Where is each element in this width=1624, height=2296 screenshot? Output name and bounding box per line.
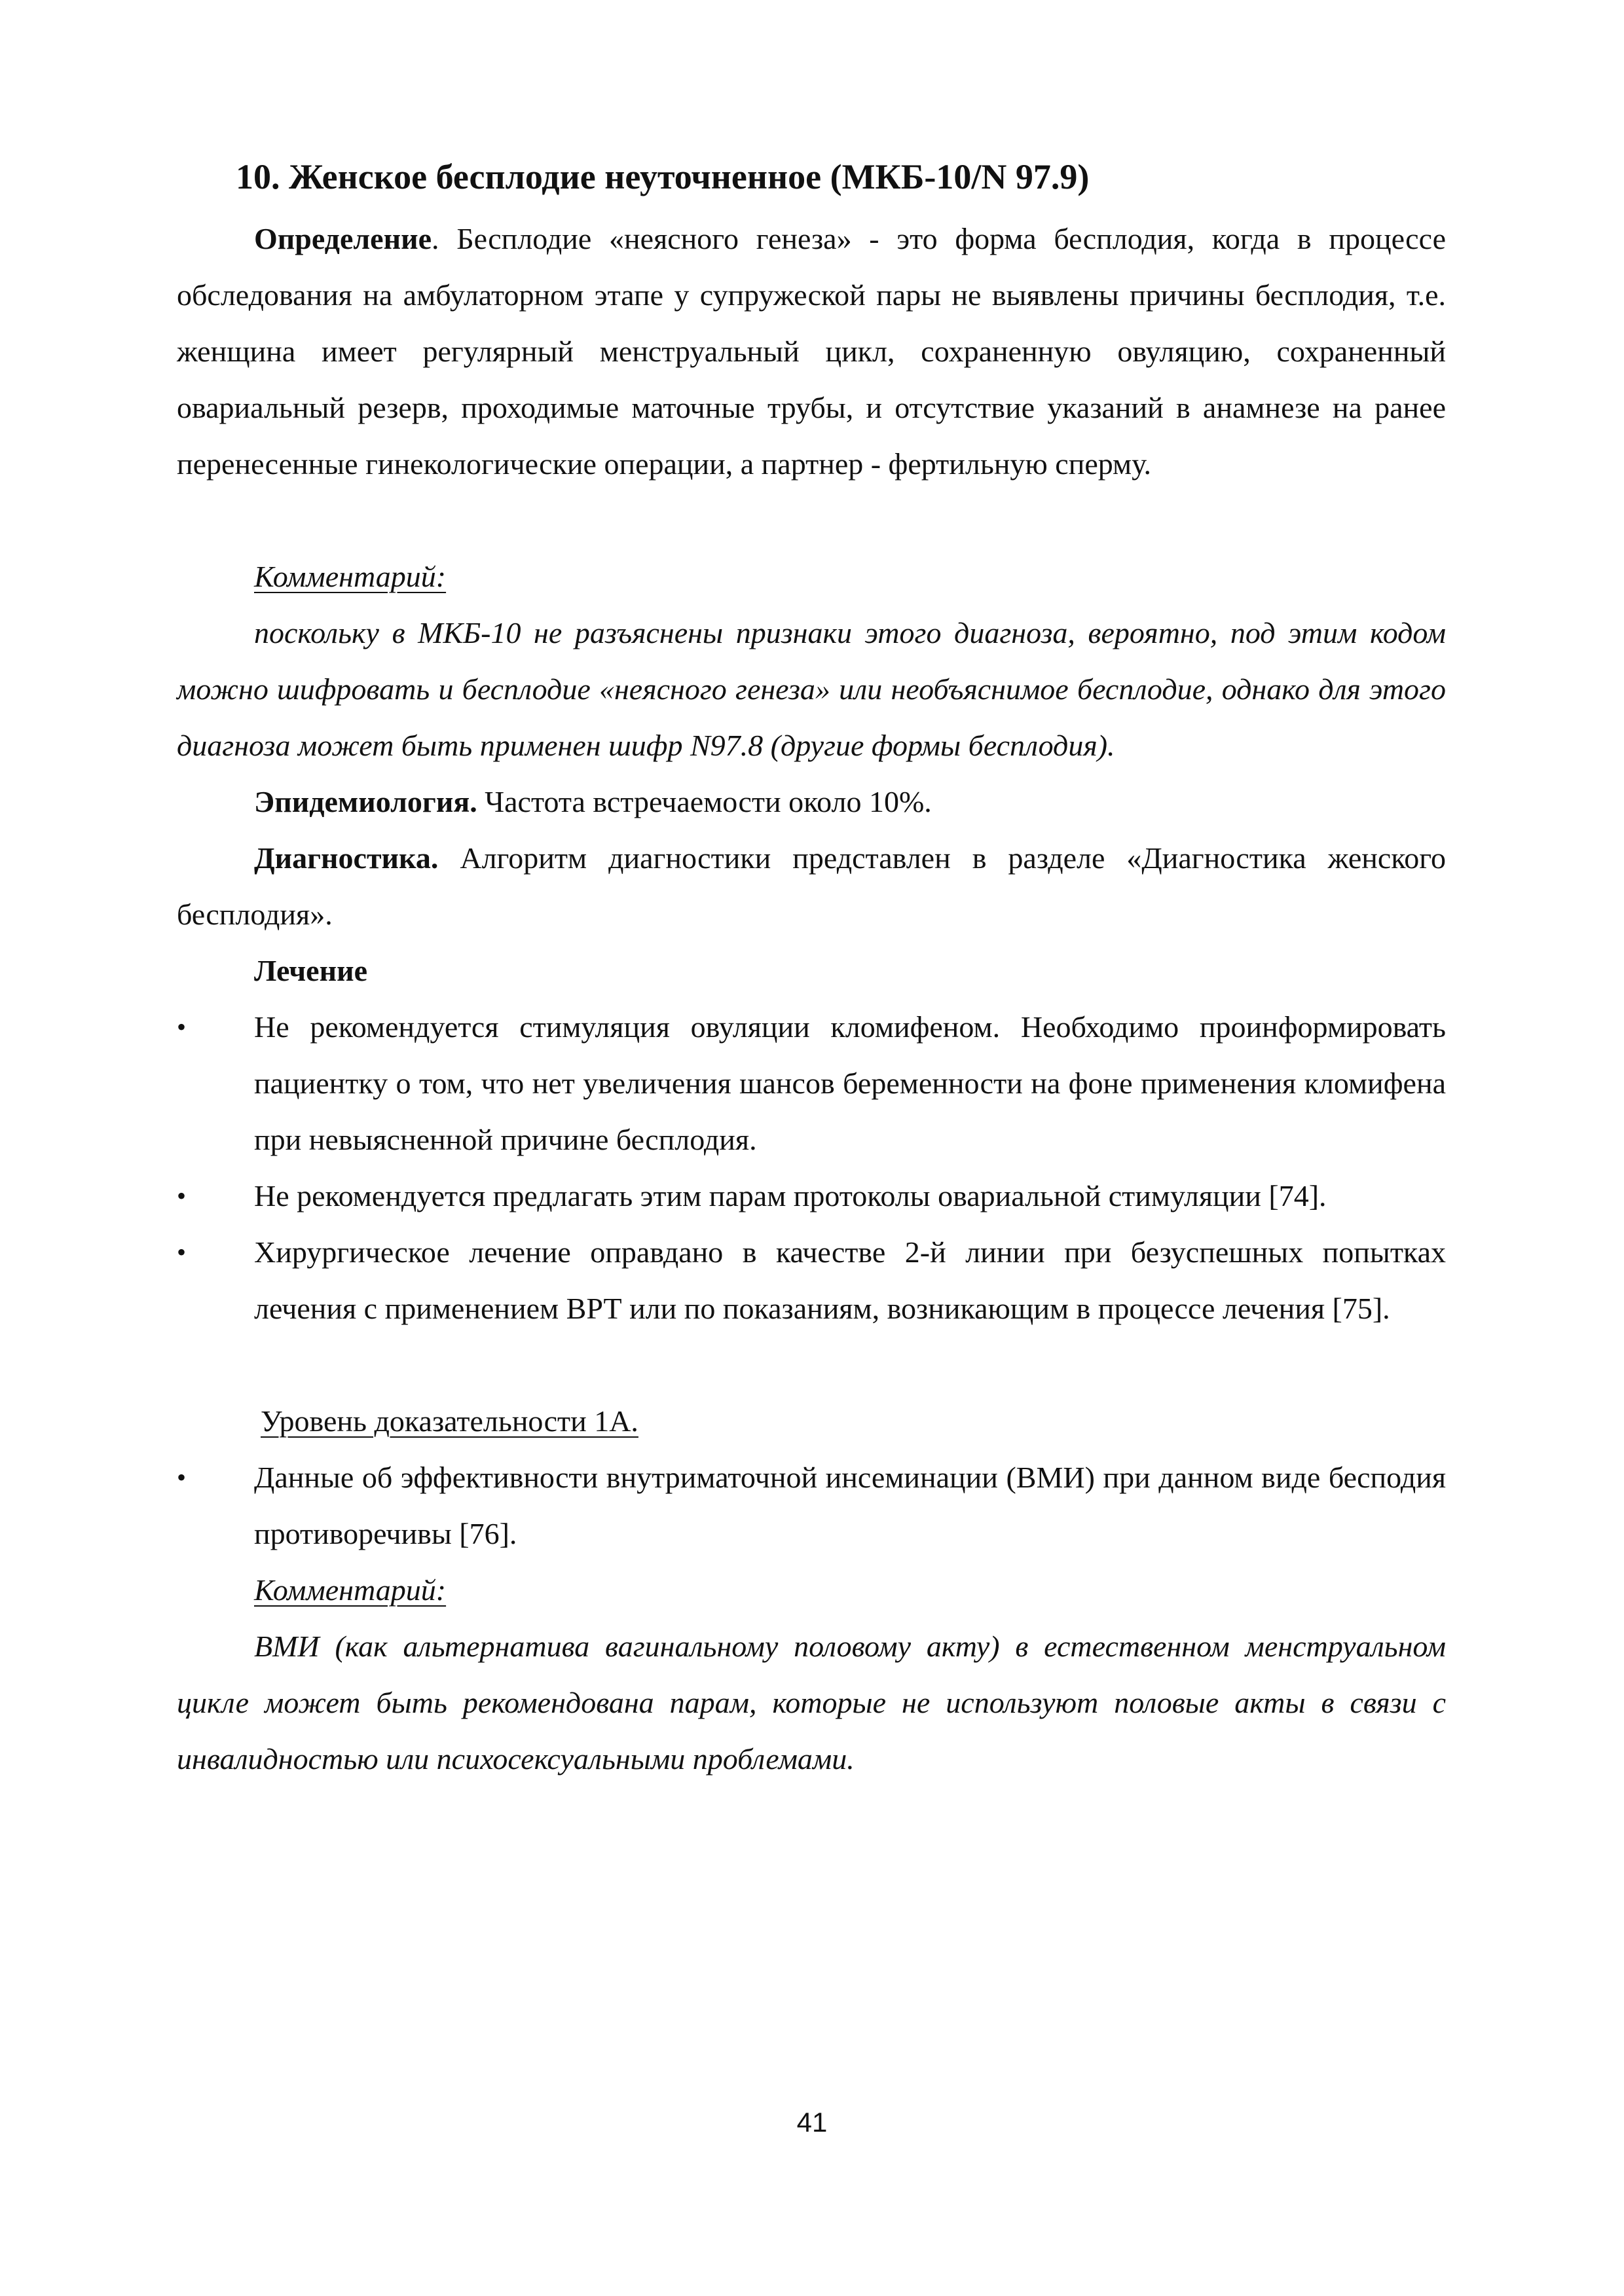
bullet-icon: •: [177, 1181, 187, 1211]
comment-label-2: Комментарий:: [254, 1573, 447, 1607]
epidemiology-label: Эпидемиология.: [254, 785, 477, 818]
diagnostics-label: Диагностика.: [254, 841, 439, 875]
page-number: 41: [796, 2107, 828, 2138]
evidence-level: Уровень доказательности 1А.: [261, 1404, 638, 1438]
list-item-text: Не рекомендуется предлагать этим парам протоколы овариальной стимуляции [74].: [254, 1179, 1327, 1212]
definition-paragraph: [177, 211, 1446, 492]
bullet-icon: •: [177, 1012, 187, 1042]
bullet-icon: •: [177, 1237, 187, 1267]
list-item-text: Данные об эффективности внутриматочной инсеминации (ВМИ) при данном виде беcподия противоречивы [76].: [254, 1461, 1446, 1550]
list-item-text: Не рекомендуется стимуляция овуляции кломифеном. Необходимо проинформировать пациентку о том, что нет увеличения шансов беременности на фоне применения кломифена при невыясненной причине бесплодия.: [254, 1010, 1446, 1156]
list-item: [177, 1449, 1446, 1562]
list-item-text: Хирургическое лечение оправдано в качестве 2-й линии при безуспешных попытках лечения с применением ВРТ или по показаниям, возникающим в процессе лечения [75].: [254, 1235, 1446, 1325]
comment-text-1: поскольку в МКБ-10 не разъяснены признаки этого диагноза, вероятно, под этим кодом можно шифровать и бесплодие «неясного генеза» или необъяснимое бесплодие, однако для этого диагноза может быть применен шифр N97.8 (другие формы бесплодия).: [177, 616, 1446, 762]
definition-label: Определение: [254, 222, 432, 255]
bullet-icon: •: [177, 1463, 187, 1492]
comment-label-1: Комментарий:: [254, 560, 447, 593]
list-item: [177, 1224, 1446, 1337]
treatment-heading: Лечение: [254, 954, 368, 987]
diagnostics-paragraph: [177, 830, 1446, 943]
list-item: [177, 999, 1446, 1168]
list-item: [177, 1168, 1446, 1224]
epidemiology-paragraph: [177, 774, 1446, 830]
epidemiology-text: Частота встречаемости около 10%.: [477, 785, 932, 818]
section-title: 10. Женское бесплодие неуточненное (МКБ-10/N 97.9): [236, 157, 1090, 196]
definition-text: . Бесплодие «неясного генеза» - это форма бесплодия, когда в процессе обследования на амбулаторном этапе у супружеской пары не выявлены причины бесплодия, т.е. женщина имеет регулярный менструальный цикл, сохраненную овуляцию, сохраненный овариальный резерв, проходимые маточные трубы, и отсутствие указаний в анамнезе на ранее перенесенные гинекологические операции, а партнер - фертильную сперму.: [177, 222, 1446, 481]
comment-text-2: ВМИ (как альтернатива вагинальному половому акту) в естественном менструальном цикле может быть рекомендована парам, которые не используют половые акты в связи с инвалидностью или психосексуальными проблемами.: [177, 1630, 1446, 1776]
diagnostics-text: Алгоритм диагностики представлен в разделе «Диагностика женского бесплодия».: [177, 841, 1446, 931]
